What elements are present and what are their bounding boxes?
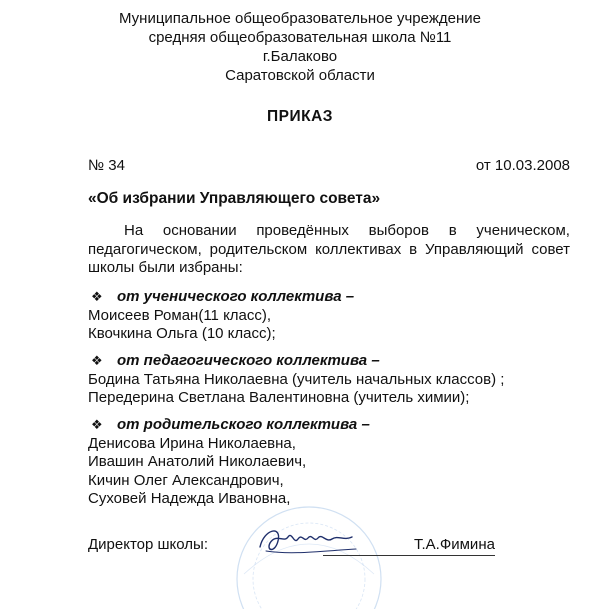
header-city: г.Балаково <box>262 48 338 65</box>
member-line: Бодина Татьяна Николаевна (учитель начальных классов) ; <box>88 370 505 388</box>
member-line: Передерина Светлана Валентиновна (учитель химии); <box>88 389 470 406</box>
intro-word: педагогическом, <box>88 240 202 258</box>
intro-word: основании <box>162 222 237 239</box>
member-line: Суховей Надежда Ивановна, <box>88 490 291 507</box>
order-number: № 34 <box>88 157 125 174</box>
section-heading <box>88 288 570 307</box>
section-heading-text: от педагогического коллектива – <box>117 352 380 369</box>
member-line: Денисова Ирина Николаевна, <box>88 434 296 452</box>
intro-word: выборов <box>368 222 429 239</box>
intro-word: родительском <box>209 240 308 258</box>
section-teachers <box>88 352 570 408</box>
document-title: ПРИКАЗ <box>267 108 333 125</box>
intro-word: проведённых <box>256 222 349 239</box>
intro-word: Управляющий <box>425 240 524 258</box>
header-school: средняя общеобразовательная школа №11 <box>148 29 452 46</box>
header-region: Саратовской области <box>225 67 375 84</box>
intro-paragraph <box>88 222 570 278</box>
diamond-bullet-icon: ❖ <box>91 417 103 432</box>
section-students <box>88 288 570 344</box>
intro-word: в <box>409 240 418 258</box>
intro-word: совет <box>531 240 570 258</box>
signature-block <box>88 535 570 565</box>
member-line: Квочкина Ольга (10 класс); <box>88 325 276 342</box>
director-label: Директор школы: <box>88 536 208 553</box>
intro-line-1 <box>88 222 570 241</box>
section-heading-text: от ученического коллектива – <box>117 288 355 305</box>
order-subject: «Об избрании Управляющего совета» <box>88 190 381 207</box>
intro-line-3: школы были избраны: <box>88 259 243 276</box>
intro-word: ученическом, <box>476 222 570 239</box>
diamond-bullet-icon: ❖ <box>91 353 103 368</box>
intro-word: На <box>124 222 144 239</box>
intro-word: в <box>448 222 457 239</box>
director-name: Т.А.Фимина <box>414 536 495 553</box>
member-line: Кичин Олег Александрович, <box>88 471 284 489</box>
signature-line <box>323 555 495 556</box>
member-line: Ивашин Анатолий Николаевич, <box>88 453 307 470</box>
diamond-bullet-icon: ❖ <box>91 289 103 304</box>
section-heading <box>88 352 570 371</box>
section-heading <box>88 416 570 435</box>
intro-line-2 <box>88 241 570 260</box>
member-line: Моисеев Роман(11 класс), <box>88 306 272 324</box>
school-header <box>0 9 600 85</box>
header-institution: Муниципальное общеобразовательное учреждение <box>119 10 481 27</box>
order-date: от 10.03.2008 <box>475 157 570 174</box>
intro-word: коллективах <box>315 240 402 258</box>
section-heading-text: от родительского коллектива – <box>117 416 370 433</box>
